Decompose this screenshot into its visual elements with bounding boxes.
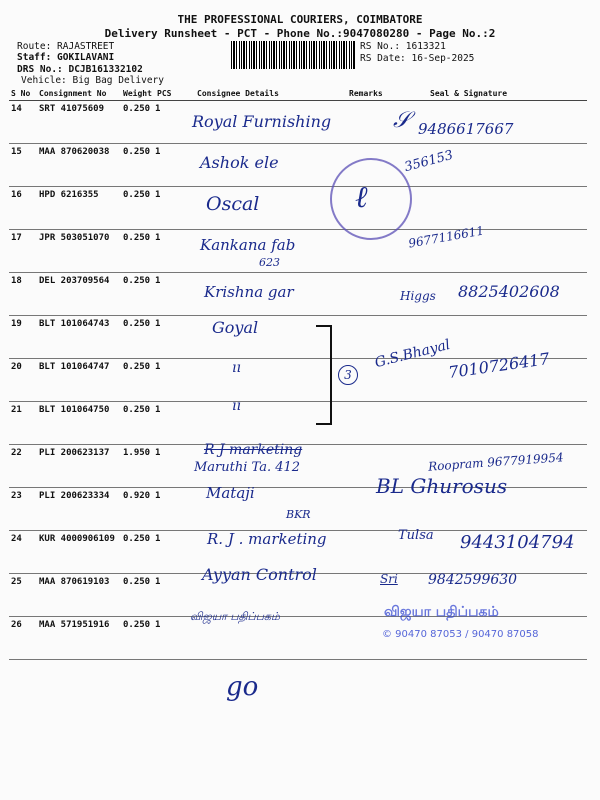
cell-weight: 0.250: [121, 101, 155, 144]
consignee-hw-19: Goyal: [212, 318, 259, 337]
consignee-hw-22b: Maruthi Ta. 412: [194, 460, 301, 475]
signature-18: 8825402608: [458, 282, 560, 301]
cell-weight: 0.250: [121, 273, 155, 316]
signature-18a: Higgs: [400, 289, 436, 303]
signature-14: 9486617667: [418, 120, 514, 138]
col-sno: S No: [9, 87, 37, 101]
signature-scribble-14: 𝒮: [393, 108, 411, 133]
cell-sno: 22: [9, 445, 37, 488]
col-remarks: Remarks: [347, 87, 402, 101]
cell-sno: 15: [9, 144, 37, 187]
cell-pcs: 1: [155, 187, 195, 230]
group-count: 3: [338, 365, 358, 385]
cell-sno: 25: [9, 574, 37, 617]
cell-sno: 20: [9, 359, 37, 402]
staff: Staff: GOKILAVANI: [17, 52, 115, 63]
cell-consignment: PLI 200623137: [37, 445, 121, 488]
cell-consignment: BLT 101064750: [37, 402, 121, 445]
table-row: [9, 144, 587, 187]
shop-stamp-name: விஜயா பதிப்பகம்: [384, 604, 499, 620]
signature-24: 9443104794: [460, 532, 575, 553]
cell-sno: 26: [9, 617, 37, 660]
route: Route: RAJASTREET: [17, 41, 115, 52]
company-name: THE PROFESSIONAL COURIERS, COIMBATORE: [177, 13, 423, 26]
cell-weight: 0.250: [121, 574, 155, 617]
signature-15: 356153: [402, 147, 455, 176]
cell-consignment: MAA 870620038: [37, 144, 121, 187]
col-consignee: Consignee Details: [195, 87, 347, 101]
consignee-hw-24: R. J . marketing: [207, 530, 327, 548]
cell-consignment: DEL 203709564: [37, 273, 121, 316]
cell-remarks: [347, 273, 402, 316]
col-signature: Seal & Signature: [402, 87, 587, 101]
cell-consignment: KUR 4000906109: [37, 531, 121, 574]
cell-weight: 0.250: [121, 359, 155, 402]
signature-20: G.S.Bhayal: [373, 336, 452, 372]
signature-24a: Tulsa: [398, 528, 434, 543]
drs-number: DRS No.: DCJB161332102: [17, 64, 143, 75]
signature-17: 9677116611: [407, 223, 485, 251]
cell-pcs: 1: [155, 101, 195, 144]
cell-weight: 1.950: [121, 445, 155, 488]
consignee-hw-17b: 623: [259, 256, 280, 269]
shop-stamp-phone: © 90470 87053 / 90470 87058: [382, 629, 539, 640]
cell-pcs: 1: [155, 488, 195, 531]
cell-sno: 23: [9, 488, 37, 531]
rs-date: RS Date: 16-Sep-2025: [360, 53, 475, 64]
cell-consignment: HPD 6216355: [37, 187, 121, 230]
table-row: [9, 187, 587, 230]
runsheet-subtitle: Delivery Runsheet - PCT - Phone No.:9047080280 - Page No.:2: [104, 27, 496, 40]
cell-remarks: [347, 531, 402, 574]
cell-sno: 14: [9, 101, 37, 144]
cell-pcs: 1: [155, 531, 195, 574]
table-row: [9, 230, 587, 273]
signature-20b: 7010726417: [447, 349, 551, 382]
cell-sno: 19: [9, 316, 37, 359]
cell-signature: [402, 402, 587, 445]
cell-pcs: 1: [155, 316, 195, 359]
consignee-hw-26: விஜயா பதிப்பகம்: [190, 610, 280, 623]
cell-sno: 24: [9, 531, 37, 574]
consignee-hw-15: Ashok ele: [200, 153, 279, 172]
cell-weight: 0.250: [121, 187, 155, 230]
bottom-signature: go: [226, 672, 259, 702]
group-bracket: [316, 325, 332, 425]
stamp-signature: ℓ: [355, 180, 368, 215]
consignee-hw-17: Kankana fab: [200, 236, 296, 254]
cell-pcs: 1: [155, 617, 195, 660]
cell-pcs: 1: [155, 359, 195, 402]
cell-consignment: SRT 41075609: [37, 101, 121, 144]
signature-22: Roopram 9677919954: [427, 450, 564, 474]
cell-weight: 0.250: [121, 617, 155, 660]
cell-pcs: 1: [155, 574, 195, 617]
cell-remarks: [347, 402, 402, 445]
cell-weight: 0.250: [121, 531, 155, 574]
cell-pcs: 1: [155, 445, 195, 488]
cell-consignment: MAA 870619103: [37, 574, 121, 617]
cell-weight: 0.250: [121, 230, 155, 273]
cell-consignment: BLT 101064743: [37, 316, 121, 359]
consignee-hw-18: Krishna gar: [204, 283, 294, 301]
consignee-hw-23b: BKR: [286, 508, 311, 521]
signature-25a: Sri: [380, 572, 398, 586]
cell-consignment: PLI 200623334: [37, 488, 121, 531]
cell-pcs: 1: [155, 230, 195, 273]
col-consignment: Consignment No: [37, 87, 121, 101]
cell-sno: 16: [9, 187, 37, 230]
consignee-hw-14: Royal Furnishing: [192, 112, 332, 131]
signature-25: 9842599630: [428, 572, 518, 588]
cell-consignment: MAA 571951916: [37, 617, 121, 660]
consignee-hw-20: ıı: [232, 360, 241, 376]
cell-weight: 0.920: [121, 488, 155, 531]
vehicle: Vehicle: Big Bag Delivery: [21, 75, 164, 86]
cell-weight: 0.250: [121, 402, 155, 445]
barcode: [231, 41, 355, 69]
rs-number: RS No.: 1613321: [360, 41, 446, 52]
cell-weight: 0.250: [121, 144, 155, 187]
company-stamp: [330, 158, 412, 240]
signature-23: BL Ghurosus: [376, 474, 508, 498]
col-weight: Weight: [121, 87, 155, 101]
cell-sno: 18: [9, 273, 37, 316]
table-header: [9, 87, 587, 101]
consignee-hw-23: Mataji: [206, 484, 255, 502]
cell-pcs: 1: [155, 273, 195, 316]
cell-consignment: JPR 503051070: [37, 230, 121, 273]
col-pcs: PCS: [155, 87, 195, 101]
cell-sno: 17: [9, 230, 37, 273]
cell-signature: [402, 187, 587, 230]
table-row: [9, 316, 587, 359]
consignee-hw-16: Oscal: [206, 193, 260, 215]
cell-consignment: BLT 101064747: [37, 359, 121, 402]
consignee-hw-25: Ayyan Control: [202, 565, 317, 584]
cell-pcs: 1: [155, 144, 195, 187]
cell-weight: 0.250: [121, 316, 155, 359]
cell-sno: 21: [9, 402, 37, 445]
consignee-hw-21: ıı: [232, 398, 241, 414]
table-row: [9, 402, 587, 445]
cell-pcs: 1: [155, 402, 195, 445]
consignee-hw-22: R J marketing: [204, 442, 303, 458]
